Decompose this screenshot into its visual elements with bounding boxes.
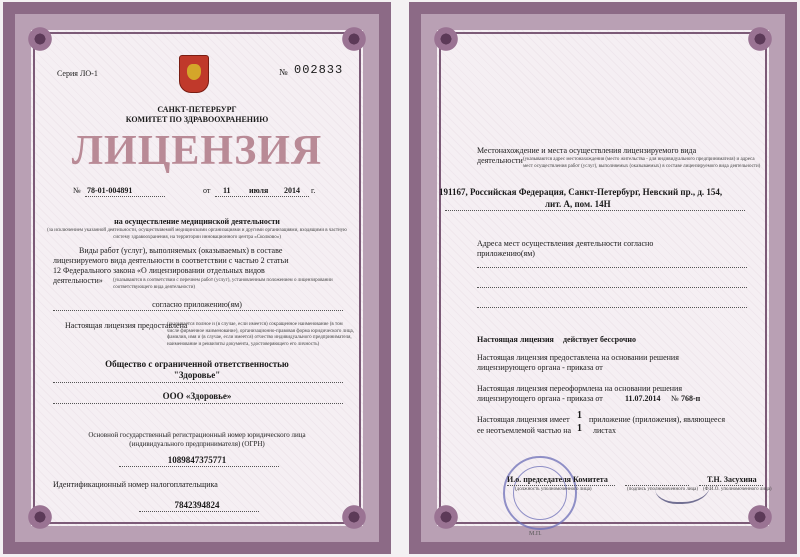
license-front-page [3, 2, 391, 554]
license-back-page [409, 2, 797, 554]
signer-name: Т.Н. Засухина [707, 475, 757, 484]
stamp-place-label: М.П. [529, 531, 542, 537]
appendix-line-1a: Настоящая лицензия имеет [477, 415, 570, 424]
date-month: июля [249, 186, 269, 195]
basis1-line-2: лицензирующего органа - приказа от [477, 363, 603, 372]
org-full-name-2: "Здоровье" [173, 370, 221, 380]
validity-value: действует бессрочно [563, 335, 636, 344]
date-suffix: г. [311, 186, 316, 195]
works-note: (указываются в соответствии с перечнем работ (услуг), установленным положением о лицензировании соответствующего вида деятельности) [113, 278, 333, 290]
ogrn-value: 1089847375771 [167, 455, 227, 465]
authority-city: САНКТ-ПЕТЕРБУРГ [157, 105, 237, 114]
works-line-2: лицензируемого вида деятельности в соответствии с частью 2 статьи [53, 256, 289, 265]
coat-of-arms-emblem [179, 55, 209, 93]
works-line-4: деятельности» [53, 276, 103, 285]
appendix-line-1b: приложение (приложения), являющееся [589, 415, 726, 424]
activity-note: (за исключением указанной деятельности, осуществляемой медицинскими организациями и другими организациями, входящими в частную систему здравоохранения, на территории инновационного центра «Сколково») [47, 228, 347, 240]
appendix-reference: согласно приложению(ям) [152, 300, 242, 309]
basis2-line-2: лицензирующего органа - приказа от [477, 394, 603, 403]
org-short-name: ООО «Здоровье» [162, 391, 232, 401]
form-number: 002833 [294, 63, 344, 77]
address-line-1: 191167, Российская Федерация, Санкт-Петербург, Невский пр., д. 154, [439, 187, 723, 197]
date-from-label: от [203, 186, 211, 195]
basis2-no: 768-п [681, 394, 701, 403]
works-line-3: 12 Федерального закона «О лицензировании отдельных видов [53, 266, 265, 275]
date-year: 2014 [284, 186, 300, 195]
signer-name-note: (Ф.И.О. уполномоченного лица) [703, 487, 772, 492]
ogrn-label-2: (индивидуального предпринимателя) (ОГРН) [129, 440, 265, 448]
works-line-1: Виды работ (услуг), выполняемых (оказываемых) в составе [79, 246, 283, 255]
org-full-name-1: Общество с ограниченной ответственностью [105, 359, 289, 369]
form-number-prefix: № [279, 67, 288, 77]
inn-value: 7842394824 [174, 500, 220, 510]
address-line-2: лит. А, пом. 14Н [545, 199, 611, 209]
appendix-line-2b: листах [593, 426, 616, 435]
reg-number: 78-01-004891 [87, 186, 133, 195]
signature-note: (подпись уполномоченного лица) [627, 487, 699, 492]
validity-label: Настоящая лицензия [477, 335, 554, 344]
appendix-count: 1 [577, 410, 582, 421]
appendix-line-2a: ее неотъемлемой частью на [477, 426, 572, 435]
activity-type: на осуществление медицинской деятельности [114, 217, 280, 226]
basis2-no-label: № [671, 394, 679, 403]
basis2-date: 11.07.2014 [625, 394, 661, 403]
signer-title-note: (должность уполномоченного лица) [515, 487, 592, 492]
signer-title: И.о. председателя Комитета [507, 475, 608, 484]
document-title: ЛИЦЕНЗИЯ [71, 128, 323, 174]
basis2-line-1: Настоящая лицензия переоформлена на основании решения [477, 384, 683, 393]
issued-to-label: Настоящая лицензия предоставлена [65, 321, 188, 330]
issued-to-note: (указывается полное и (в случае, если имеется) сокращенное наименование (в том числе фирменное наименование), организационно-правовая форма юридического лица, фамилия, имя и (в случае, если имеется) отчество индивидуального предпринимателя, наименование и реквизиты документа, удостоверяющего его личность) [167, 322, 354, 347]
address-label-2: деятельности [477, 156, 523, 165]
places-line-2: приложению(ям) [477, 249, 535, 258]
reg-number-prefix: № [73, 186, 81, 195]
series-label: Серия ЛО-1 [57, 69, 98, 78]
inn-label: Идентификационный номер налогоплательщика [53, 480, 218, 489]
basis1-line-1: Настоящая лицензия предоставлена на основании решения [477, 353, 679, 362]
sheets-count: 1 [577, 423, 582, 434]
places-line-1: Адреса мест осуществления деятельности согласно [477, 239, 654, 248]
ogrn-label-1: Основной государственный регистрационный номер юридического лица [88, 431, 306, 439]
authority-name: КОМИТЕТ ПО ЗДРАВООХРАНЕНИЮ [125, 115, 269, 124]
address-label-1: Местонахождение и места осуществления лицензируемого вида [477, 146, 697, 155]
address-note: (указываются адрес местонахождения (место жительства - для индивидуального предпринимателя) и адреса мест осуществления работ (услуг), выполняемых (оказываемых) в составе лицензируемого вида деятельности) [523, 157, 761, 169]
date-day: 11 [223, 186, 231, 195]
